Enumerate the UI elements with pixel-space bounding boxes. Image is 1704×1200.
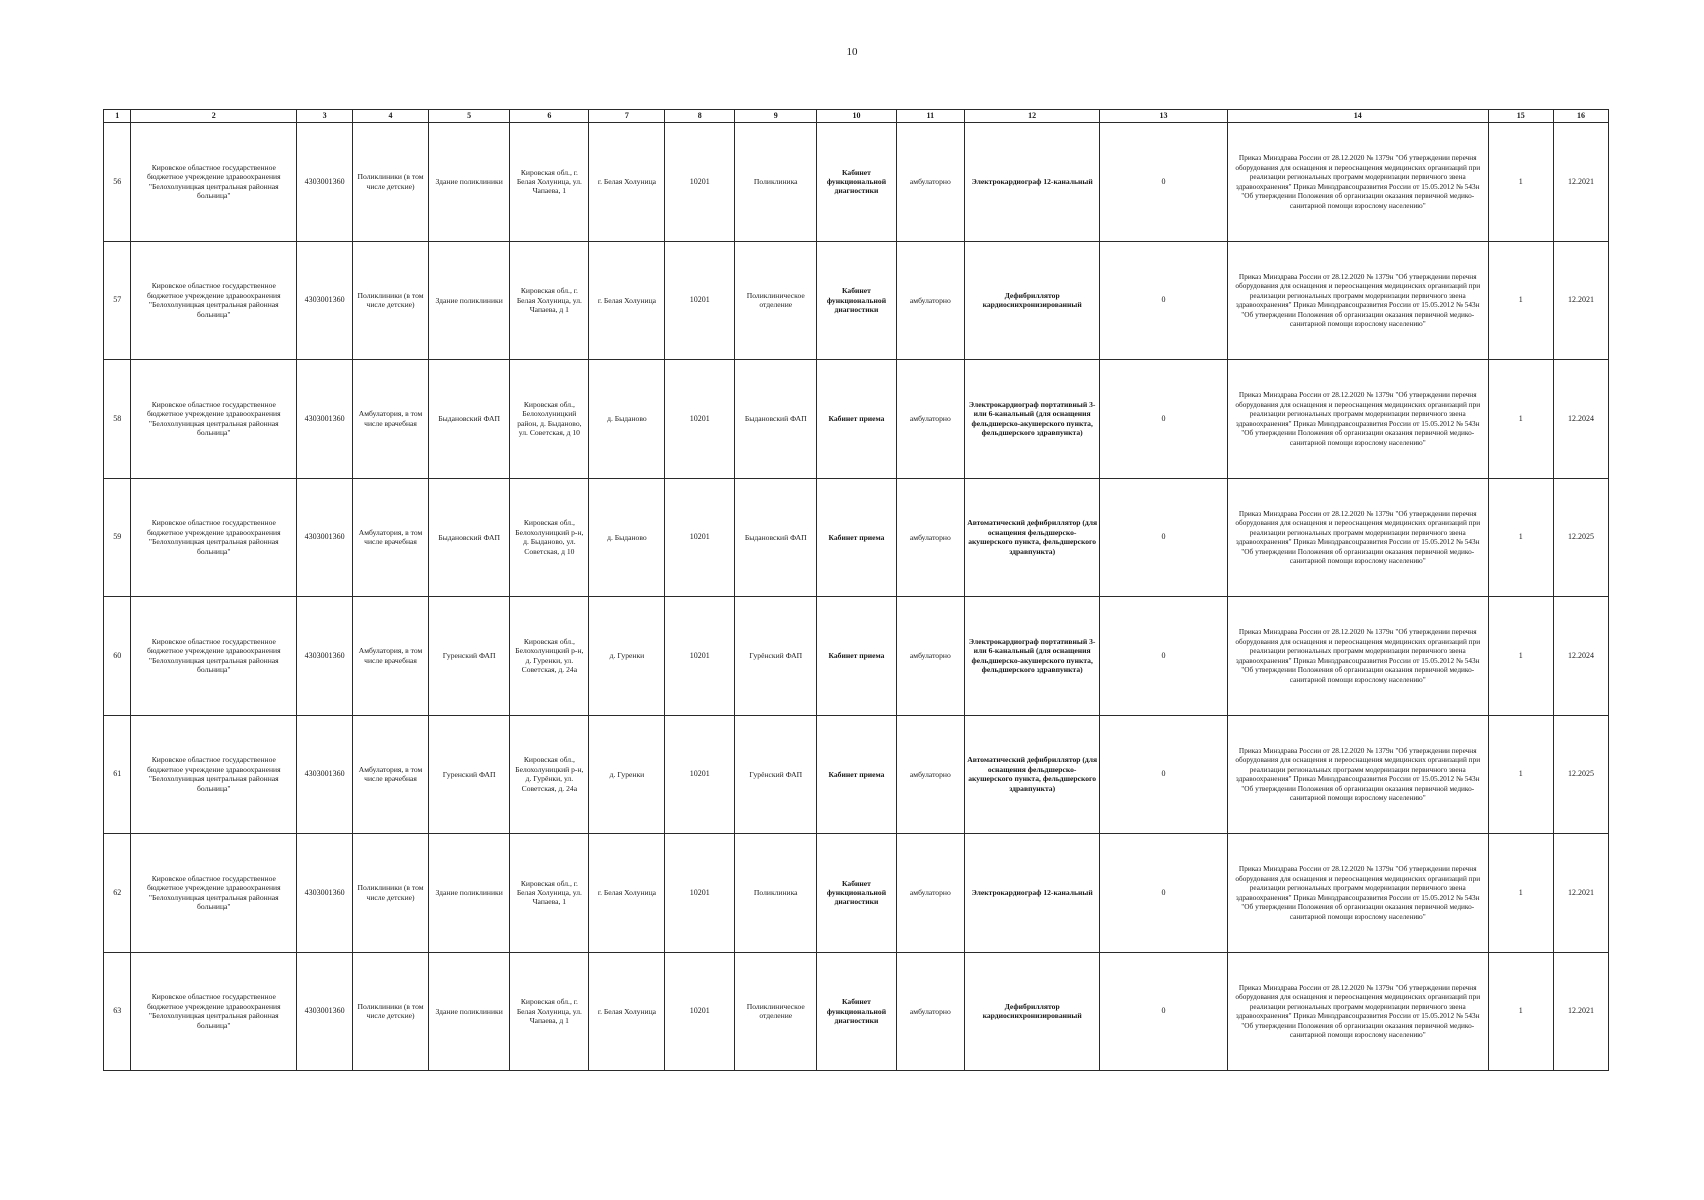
inn-code: 4303001360 bbox=[297, 715, 353, 834]
inn-code: 4303001360 bbox=[297, 952, 353, 1071]
column-number: 9 bbox=[735, 110, 817, 123]
delivery-date: 12.2025 bbox=[1554, 478, 1609, 597]
table-row bbox=[104, 597, 1609, 716]
facility-type: Амбулатория, в том числе врачебная bbox=[353, 360, 429, 479]
equipment-name: Электрокардиограф портативный 3- или 6-канальный (для оснащения фельдшерско-акушерского пункта, фельдшерского здравпункта) bbox=[965, 360, 1100, 479]
organization-name: Кировское областное государственное бюджетное учреждение здравоохранения "Белохолуницкая центральная районная больница" bbox=[131, 834, 297, 953]
building-name: Быдановский ФАП bbox=[429, 478, 510, 597]
table-row bbox=[104, 478, 1609, 597]
delivery-date: 12.2021 bbox=[1554, 241, 1609, 360]
table-row bbox=[104, 241, 1609, 360]
address: Кировская обл., г. Белая Холуница, ул. Чапаева, 1 bbox=[510, 123, 589, 242]
facility-type: Поликлиники (в том числе детские) bbox=[353, 952, 429, 1071]
row-number: 60 bbox=[104, 597, 131, 716]
table-row bbox=[104, 360, 1609, 479]
column-number: 6 bbox=[510, 110, 589, 123]
planned-quantity: 1 bbox=[1488, 123, 1553, 242]
address: Кировская обл., г. Белая Холуница, ул. Чапаева, д 1 bbox=[510, 952, 589, 1071]
address: Кировская обл., г. Белая Холуница, ул. Чапаева, 1 bbox=[510, 834, 589, 953]
building-name: Здание поликлиники bbox=[429, 123, 510, 242]
column-number: 10 bbox=[817, 110, 896, 123]
address: Кировская обл., Белохолуницкий р-н, д. Быданово, ул. Советская, д 10 bbox=[510, 478, 589, 597]
column-number: 4 bbox=[353, 110, 429, 123]
subdivision: Поликлиническое отделение bbox=[735, 952, 817, 1071]
organization-name: Кировское областное государственное бюджетное учреждение здравоохранения "Белохолуницкая центральная районная больница" bbox=[131, 241, 297, 360]
locality: г. Белая Холуница bbox=[589, 241, 665, 360]
delivery-date: 12.2021 bbox=[1554, 952, 1609, 1071]
row-number: 58 bbox=[104, 360, 131, 479]
equipment-table bbox=[103, 109, 1609, 1071]
existing-quantity: 0 bbox=[1100, 241, 1228, 360]
care-condition: амбулаторно bbox=[896, 597, 965, 716]
room-name: Кабинет функциональной диагностики bbox=[817, 123, 896, 242]
oktmo-code: 10201 bbox=[665, 715, 735, 834]
locality: д. Гуренки bbox=[589, 597, 665, 716]
facility-type: Поликлиники (в том числе детские) bbox=[353, 834, 429, 953]
inn-code: 4303001360 bbox=[297, 360, 353, 479]
column-number-row bbox=[104, 110, 1609, 123]
subdivision: Поликлиника bbox=[735, 834, 817, 953]
organization-name: Кировское областное государственное бюджетное учреждение здравоохранения "Белохолуницкая центральная районная больница" bbox=[131, 123, 297, 242]
facility-type: Амбулатория, в том числе врачебная bbox=[353, 478, 429, 597]
room-name: Кабинет приема bbox=[817, 478, 896, 597]
facility-type: Поликлиники (в том числе детские) bbox=[353, 123, 429, 242]
planned-quantity: 1 bbox=[1488, 834, 1553, 953]
row-number: 57 bbox=[104, 241, 131, 360]
column-number: 12 bbox=[965, 110, 1100, 123]
equipment-name: Автоматический дефибриллятор (для оснащения фельдшерско-акушерского пункта, фельдшерского здравпункта) bbox=[965, 715, 1100, 834]
delivery-date: 12.2021 bbox=[1554, 834, 1609, 953]
legal-basis: Приказ Минздрава России от 28.12.2020 № 1379н "Об утверждении перечня оборудования для оснащения и переоснащения медицинских организаций при реализации региональных программ модернизации первичного звена здравоохранения" Приказ Минздравсоцразвития России от 15.05.2012 № 543н "Об утверждении Положения об организации оказания первичной медико-санитарной помощи взрослому населению" bbox=[1227, 478, 1488, 597]
oktmo-code: 10201 bbox=[665, 834, 735, 953]
inn-code: 4303001360 bbox=[297, 597, 353, 716]
table-row bbox=[104, 834, 1609, 953]
legal-basis: Приказ Минздрава России от 28.12.2020 № 1379н "Об утверждении перечня оборудования для оснащения и переоснащения медицинских организаций при реализации региональных программ модернизации первичного звена здравоохранения" Приказ Минздравсоцразвития России от 15.05.2012 № 543н "Об утверждении Положения об организации оказания первичной медико-санитарной помощи взрослому населению" bbox=[1227, 360, 1488, 479]
row-number: 63 bbox=[104, 952, 131, 1071]
legal-basis: Приказ Минздрава России от 28.12.2020 № 1379н "Об утверждении перечня оборудования для оснащения и переоснащения медицинских организаций при реализации региональных программ модернизации первичного звена здравоохранения" Приказ Минздравсоцразвития России от 15.05.2012 № 543н "Об утверждении Положения об организации оказания первичной медико-санитарной помощи взрослому населению" bbox=[1227, 834, 1488, 953]
room-name: Кабинет приема bbox=[817, 715, 896, 834]
oktmo-code: 10201 bbox=[665, 952, 735, 1071]
table-row bbox=[104, 123, 1609, 242]
column-number: 11 bbox=[896, 110, 965, 123]
facility-type: Амбулатория, в том числе врачебная bbox=[353, 597, 429, 716]
planned-quantity: 1 bbox=[1488, 952, 1553, 1071]
organization-name: Кировское областное государственное бюджетное учреждение здравоохранения "Белохолуницкая центральная районная больница" bbox=[131, 715, 297, 834]
column-number: 15 bbox=[1488, 110, 1553, 123]
delivery-date: 12.2024 bbox=[1554, 360, 1609, 479]
organization-name: Кировское областное государственное бюджетное учреждение здравоохранения "Белохолуницкая центральная районная больница" bbox=[131, 478, 297, 597]
care-condition: амбулаторно bbox=[896, 123, 965, 242]
existing-quantity: 0 bbox=[1100, 123, 1228, 242]
row-number: 62 bbox=[104, 834, 131, 953]
existing-quantity: 0 bbox=[1100, 597, 1228, 716]
legal-basis: Приказ Минздрава России от 28.12.2020 № 1379н "Об утверждении перечня оборудования для оснащения и переоснащения медицинских организаций при реализации региональных программ модернизации первичного звена здравоохранения" Приказ Минздравсоцразвития России от 15.05.2012 № 543н "Об утверждении Положения об организации оказания первичной медико-санитарной помощи взрослому населению" bbox=[1227, 597, 1488, 716]
locality: д. Быданово bbox=[589, 478, 665, 597]
delivery-date: 12.2024 bbox=[1554, 597, 1609, 716]
legal-basis: Приказ Минздрава России от 28.12.2020 № 1379н "Об утверждении перечня оборудования для оснащения и переоснащения медицинских организаций при реализации региональных программ модернизации первичного звена здравоохранения" Приказ Минздравсоцразвития России от 15.05.2012 № 543н "Об утверждении Положения об организации оказания первичной медико-санитарной помощи взрослому населению" bbox=[1227, 241, 1488, 360]
oktmo-code: 10201 bbox=[665, 241, 735, 360]
subdivision: Поликлиническое отделение bbox=[735, 241, 817, 360]
care-condition: амбулаторно bbox=[896, 478, 965, 597]
locality: г. Белая Холуница bbox=[589, 123, 665, 242]
column-number: 5 bbox=[429, 110, 510, 123]
room-name: Кабинет функциональной диагностики bbox=[817, 834, 896, 953]
locality: г. Белая Холуница bbox=[589, 952, 665, 1071]
organization-name: Кировское областное государственное бюджетное учреждение здравоохранения "Белохолуницкая центральная районная больница" bbox=[131, 360, 297, 479]
legal-basis: Приказ Минздрава России от 28.12.2020 № 1379н "Об утверждении перечня оборудования для оснащения и переоснащения медицинских организаций при реализации региональных программ модернизации первичного звена здравоохранения" Приказ Минздравсоцразвития России от 15.05.2012 № 543н "Об утверждении Положения об организации оказания первичной медико-санитарной помощи взрослому населению" bbox=[1227, 952, 1488, 1071]
room-name: Кабинет функциональной диагностики bbox=[817, 241, 896, 360]
planned-quantity: 1 bbox=[1488, 478, 1553, 597]
table-row bbox=[104, 715, 1609, 834]
oktmo-code: 10201 bbox=[665, 478, 735, 597]
delivery-date: 12.2021 bbox=[1554, 123, 1609, 242]
planned-quantity: 1 bbox=[1488, 241, 1553, 360]
row-number: 56 bbox=[104, 123, 131, 242]
column-number: 13 bbox=[1100, 110, 1228, 123]
room-name: Кабинет приема bbox=[817, 597, 896, 716]
inn-code: 4303001360 bbox=[297, 834, 353, 953]
organization-name: Кировское областное государственное бюджетное учреждение здравоохранения "Белохолуницкая центральная районная больница" bbox=[131, 952, 297, 1071]
building-name: Здание поликлиники bbox=[429, 834, 510, 953]
inn-code: 4303001360 bbox=[297, 478, 353, 597]
table-row bbox=[104, 952, 1609, 1071]
address: Кировская обл., Белохолуницкий район, д. Быданово, ул. Советская, д 10 bbox=[510, 360, 589, 479]
subdivision: Быдановский ФАП bbox=[735, 360, 817, 479]
building-name: Гуренский ФАП bbox=[429, 597, 510, 716]
locality: д. Быданово bbox=[589, 360, 665, 479]
row-number: 59 bbox=[104, 478, 131, 597]
building-name: Здание поликлиники bbox=[429, 952, 510, 1071]
column-number: 16 bbox=[1554, 110, 1609, 123]
column-number: 3 bbox=[297, 110, 353, 123]
locality: г. Белая Холуница bbox=[589, 834, 665, 953]
inn-code: 4303001360 bbox=[297, 241, 353, 360]
care-condition: амбулаторно bbox=[896, 834, 965, 953]
page-number: 10 bbox=[846, 46, 858, 58]
existing-quantity: 0 bbox=[1100, 478, 1228, 597]
equipment-name: Электрокардиограф 12-канальный bbox=[965, 834, 1100, 953]
planned-quantity: 1 bbox=[1488, 360, 1553, 479]
column-number: 14 bbox=[1227, 110, 1488, 123]
care-condition: амбулаторно bbox=[896, 952, 965, 1071]
equipment-name: Электрокардиограф 12-канальный bbox=[965, 123, 1100, 242]
equipment-name: Дефибриллятор кардиосинхронизированный bbox=[965, 952, 1100, 1071]
column-number: 8 bbox=[665, 110, 735, 123]
planned-quantity: 1 bbox=[1488, 715, 1553, 834]
existing-quantity: 0 bbox=[1100, 360, 1228, 479]
facility-type: Поликлиники (в том числе детские) bbox=[353, 241, 429, 360]
row-number: 61 bbox=[104, 715, 131, 834]
delivery-date: 12.2025 bbox=[1554, 715, 1609, 834]
facility-type: Амбулатория, в том числе врачебная bbox=[353, 715, 429, 834]
column-number: 1 bbox=[104, 110, 131, 123]
building-name: Здание поликлиники bbox=[429, 241, 510, 360]
existing-quantity: 0 bbox=[1100, 834, 1228, 953]
oktmo-code: 10201 bbox=[665, 597, 735, 716]
address: Кировская обл., Белохолуницкий р-н, д. Гурёнки, ул. Советская, д. 24а bbox=[510, 715, 589, 834]
address: Кировская обл., г. Белая Холуница, ул. Чапаева, д 1 bbox=[510, 241, 589, 360]
locality: д. Гуренки bbox=[589, 715, 665, 834]
room-name: Кабинет функциональной диагностики bbox=[817, 952, 896, 1071]
oktmo-code: 10201 bbox=[665, 360, 735, 479]
column-number: 7 bbox=[589, 110, 665, 123]
care-condition: амбулаторно bbox=[896, 715, 965, 834]
address: Кировская обл., Белохолуницкий р-н, д. Гуренки, ул. Советская, д. 24а bbox=[510, 597, 589, 716]
oktmo-code: 10201 bbox=[665, 123, 735, 242]
subdivision: Гурёнский ФАП bbox=[735, 597, 817, 716]
subdivision: Гурёнский ФАП bbox=[735, 715, 817, 834]
subdivision: Быдановский ФАП bbox=[735, 478, 817, 597]
existing-quantity: 0 bbox=[1100, 715, 1228, 834]
legal-basis: Приказ Минздрава России от 28.12.2020 № 1379н "Об утверждении перечня оборудования для оснащения и переоснащения медицинских организаций при реализации региональных программ модернизации первичного звена здравоохранения" Приказ Минздравсоцразвития России от 15.05.2012 № 543н "Об утверждении Положения об организации оказания первичной медико-санитарной помощи взрослому населению" bbox=[1227, 123, 1488, 242]
existing-quantity: 0 bbox=[1100, 952, 1228, 1071]
inn-code: 4303001360 bbox=[297, 123, 353, 242]
room-name: Кабинет приема bbox=[817, 360, 896, 479]
care-condition: амбулаторно bbox=[896, 360, 965, 479]
subdivision: Поликлиника bbox=[735, 123, 817, 242]
planned-quantity: 1 bbox=[1488, 597, 1553, 716]
equipment-name: Дефибриллятор кардиосинхронизированный bbox=[965, 241, 1100, 360]
organization-name: Кировское областное государственное бюджетное учреждение здравоохранения "Белохолуницкая центральная районная больница" bbox=[131, 597, 297, 716]
legal-basis: Приказ Минздрава России от 28.12.2020 № 1379н "Об утверждении перечня оборудования для оснащения и переоснащения медицинских организаций при реализации региональных программ модернизации первичного звена здравоохранения" Приказ Минздравсоцразвития России от 15.05.2012 № 543н "Об утверждении Положения об организации оказания первичной медико-санитарной помощи взрослому населению" bbox=[1227, 715, 1488, 834]
care-condition: амбулаторно bbox=[896, 241, 965, 360]
equipment-name: Автоматический дефибриллятор (для оснащения фельдшерско-акушерского пункта, фельдшерского здравпункта) bbox=[965, 478, 1100, 597]
equipment-name: Электрокардиограф портативный 3- или 6-канальный (для оснащения фельдшерско-акушерского пункта, фельдшерского здравпункта) bbox=[965, 597, 1100, 716]
building-name: Гуренский ФАП bbox=[429, 715, 510, 834]
building-name: Быдановский ФАП bbox=[429, 360, 510, 479]
column-number: 2 bbox=[131, 110, 297, 123]
